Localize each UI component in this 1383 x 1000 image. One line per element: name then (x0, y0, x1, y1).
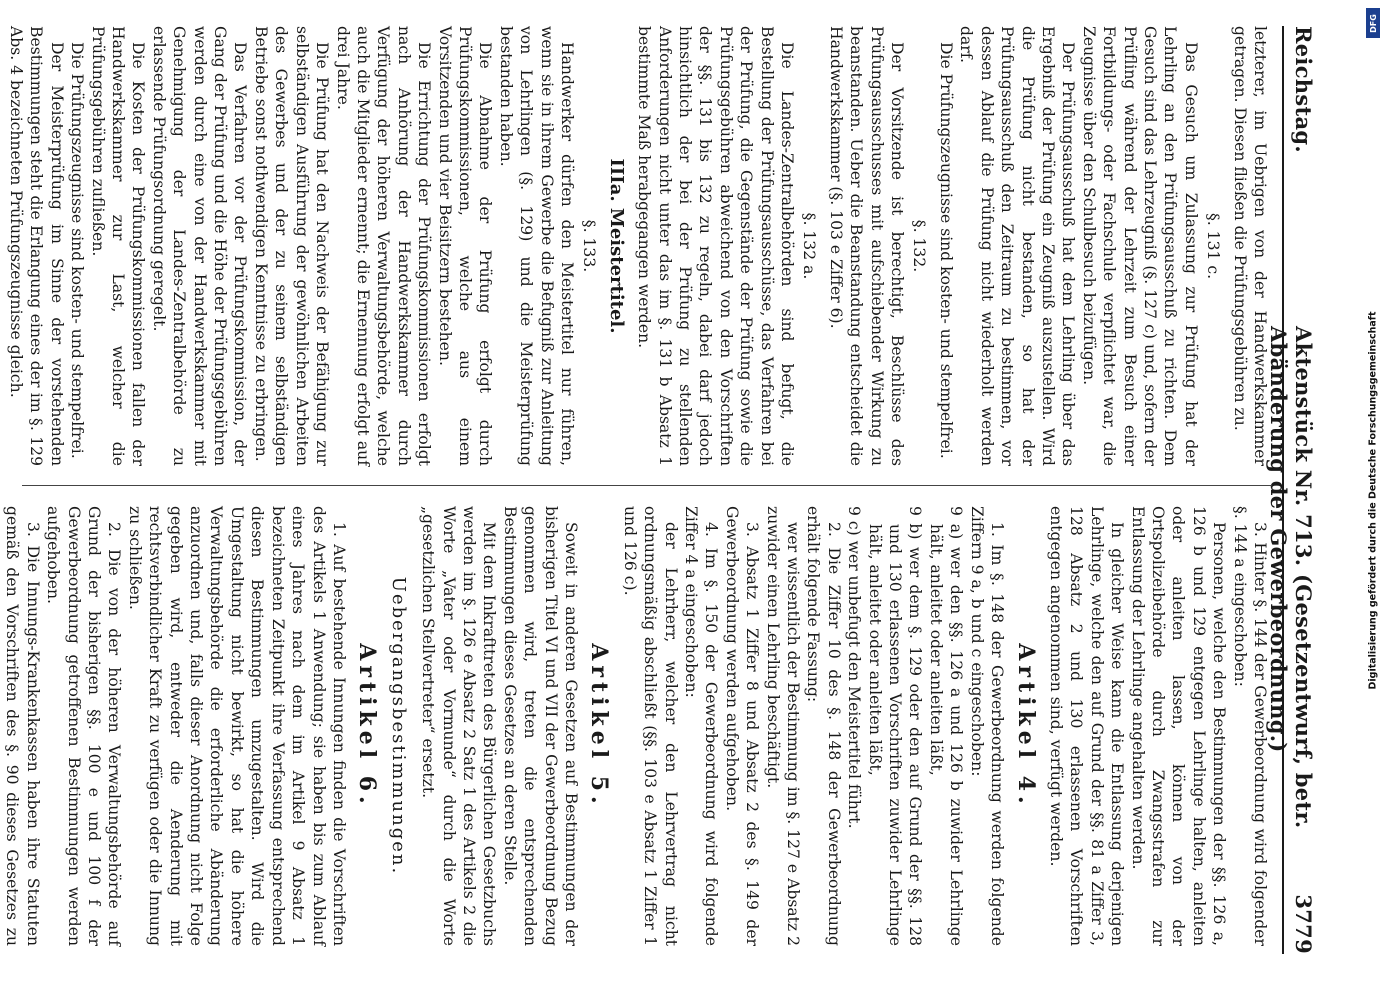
header-reichstag: Reichstag. (1291, 26, 1316, 153)
paragraph: In gleicher Weise kann die Entlassung derjenigen Lehrlinge, welche den auf Grund der §§. 81 a Ziffer 3, 128 Absatz 2 und 130 erlassenen Vorschriften entgegen angenommen sind, verfügt werden. (1046, 506, 1127, 946)
paragraph: Die Abnahme der Prüfung erfolgt durch Prüfungskommissionen, welche aus einem Vorsitzenden und vier Beisitzern bestehen. (435, 26, 495, 466)
section-number: §. 133. (580, 219, 599, 273)
list-item: 9 a) wer den §§. 126 a und 126 b zuwider Lehrlinge hält, anleitet oder anleiten läßt, (926, 506, 966, 946)
section-number: §. 132 a. (800, 212, 819, 280)
digitization-note (1366, 6, 1380, 994)
paragraph: der Lehrherr, welcher den Lehrvertrag nicht ordnungsmäßig abschließt (§§. 103 e Absatz 1 Ziffer 1 und 126 c). (620, 506, 680, 946)
paragraph: Mit dem Inkrafttreten des Bürgerlichen Gesetzbuchs werden im §. 126 e Absatz 2 Satz 1 des Artikels 2 die Worte „Vater oder Vormunde“ durch die Worte „gesetzlichen Stellvertreter“ ersetzt. (419, 506, 499, 946)
article-heading: Artikel 5. (586, 643, 613, 809)
paragraph: 1. Auf bestehende Innungen finden die Vorschriften des Artikels 1 Anwendung; sie haben bis zum Ablauf eines Jahres nach dem im Artikel 9 Absatz 1 bezeichneten Zeitpunkt ihre Verfassung entsprechend diesen Bestimmungen umzugestalten. Wird die Umgestaltung nicht bewirkt, so hat die höhere Verwaltungsbehörde die erforderliche Abänderung anzuordnen und, falls dieser Anordnung nicht Folge gegeben wird, entweder die Aenderung mit rechtsverbindlicher Kraft zu verfügen oder die Innung zu schließen. (125, 506, 348, 946)
paragraph: 2. Die von der höheren Verwaltungsbehörde auf Grund der bisherigen §§. 100 e und 100 f der Gewerbeordnung getroffenen Bestimmungen werden aufgehoben. (44, 506, 124, 946)
section-heading-meistertitel: IIIa. Meistertitel. (605, 158, 627, 334)
paragraph: Das Verfahren vor der Prüfungskommission, der Gang der Prüfung und die Höhe der Prüfungsgebühren werden durch eine von der Handwerkskammer mit Genehmigung der Landes-Zentralbehörde zu erlassende Prüfungsordnung geregelt. (149, 26, 250, 466)
left-column (7, 26, 1270, 466)
dfg-logo (1366, 8, 1380, 38)
paragraph: 3. Die Innungs-Krankenkassen haben ihre Statuten gemäß den Vorschriften des §. 90 dieses Gesetzes zu (3, 506, 42, 946)
paragraph: Die Prüfung hat den Nachweis der Befähigung zur selbständigen Ausführung der gewöhnlichen Arbeiten des Gewerbes und der zu seinem selbständigen Betriebe sonst nothwendigen Kenntnisse zu erbringen. (251, 26, 332, 466)
paragraph: Die Kosten der Prüfungskommissionen fallen der Handwerkskammer zur Last, welcher die Prüfungsgebühren zufließen. (88, 26, 148, 466)
paragraph: Der Vorsitzende ist berechtigt, Beschlüsse des Prüfungsausschusses mit aufschiebender Wirkung zu beanstanden. Ueber die Beanstandung entscheidet die Handwerkskammer (§. 103 e Ziffer 6). (826, 26, 907, 466)
dfg-logo-text: DFG (1368, 13, 1378, 33)
paragraph: 3. Absatz 1 Ziffer 8 und Absatz 2 des §. 149 der Gewerbeordnung werden aufgehoben. (722, 506, 762, 946)
header-title: Aktenstück Nr. 713. (Gesetzentwurf, betr. Abänderung der Gewerbeordnung.) (1266, 326, 1316, 829)
right-column (3, 506, 1270, 946)
article-heading: Artikel 6. (354, 643, 381, 809)
paragraph: wer wissentlich der Bestimmung im §. 127 e Absatz 2 zuwider einen Lehrling beschäftigt. (763, 506, 803, 946)
paragraph: 3. Hinter §. 144 der Gewerbeordnung wird folgender §. 144 a eingeschoben: (1230, 506, 1269, 946)
digitization-note-text: Digitalisierung gefördert durch die Deutsche Forschungsgemeinschaft (1367, 311, 1379, 689)
page-header (1266, 26, 1320, 954)
paragraph: Die Prüfungszeugnisse sind kosten- und stempelfrei. (68, 42, 87, 459)
section-number: §. 131 c. (1204, 212, 1223, 280)
section-heading-uebergang: Uebergangsbestimmungen. (387, 576, 409, 876)
section-number: §. 132. (910, 219, 929, 273)
paragraph: Der Meisterprüfung im Sinne der vorstehenden Bestimmungen steht die Erlangung eines der im §. 129 Abs. 4 bezeichneten Prüfungszeugnisse gleich. (7, 26, 66, 466)
paragraph: Der Prüfungsausschuß hat dem Lehrling über das Ergebniß der Prüfung ein Zeugniß auszustellen. Wird die Prüfung nicht bestanden, so hat der Prüfungsausschuß den Zeitraum zu bestimmen, vor dessen Ablauf die Prüfung nicht wiederholt werden darf. (957, 26, 1078, 466)
page-number: 3779 (1291, 894, 1316, 954)
paragraph: Personen, welche den Bestimmungen der §§. 126 a, 126 b und 129 entgegen Lehrlinge halten, anleiten oder anleiten lassen, können von der Ortspolizeibehörde durch Zwangsstrafen zur Entlassung der Lehrlinge angehalten werden. (1128, 506, 1229, 946)
paragraph: Das Gesuch um Zulassung zur Prüfung hat der Lehrling an den Prüfungsausschuß zu richten. Dem Gesuch sind das Lehrzeugniß (§. 127 c) und, sofern der Prüfling während der Lehrzeit zum Besuch einer Fortbildungs- oder Fachschule verpflichtet war, die Zeugnisse über den Schulbesuch beizufügen. (1079, 26, 1200, 466)
column-divider (22, 485, 1272, 486)
paragraph: 4. Im §. 150 der Gewerbeordnung wird folgende Ziffer 4 a eingeschoben: (682, 506, 721, 946)
paragraph: letzterer, im Uebrigen von der Handwerkskammer getragen. Diesen fließen die Prüfungsgebühren zu. (1230, 26, 1269, 466)
paragraph: Handwerker dürfen den Meistertitel nur führen, wenn sie in ihrem Gewerbe die Befugniß zur Anleitung von Lehrlingen (§. 129) und die Meisterprüfung bestanden haben. (496, 26, 576, 466)
paragraph: Die Landes-Zentralbehörden sind befugt, die Bestellung der Prüfungsausschüsse, das Verfahren bei der Prüfung, die Gegenstände der Prüfung sowie die Prüfungsgebühren abweichend von den Vorschriften der §§. 131 bis 132 zu regeln, dabei darf jedoch hinsichtlich der bei der Prüfung zu stellenden Anforderungen nicht unter das im §. 131 b Absatz 1 bestimmte Maß herabgegangen werden. (635, 26, 797, 466)
list-item: 9 b) wer dem §. 129 oder den auf Grund der §§. 128 und 130 erlassenen Vorschriften zuwider Lehrlinge hält, anleitet oder anleiten läßt, (865, 506, 925, 946)
paragraph: 1. Im §. 148 der Gewerbeordnung werden folgende Ziffern 9 a, b und c eingeschoben: (967, 506, 1007, 946)
paragraph: Die Errichtung der Prüfungskommissionen erfolgt nach Anhörung der Handwerkskammer durch Verfügung der höheren Verwaltungsbehörde, welche auch die Mitglieder ernennt; die Ernennung erfolgt auf drei Jahre. (333, 26, 434, 466)
paragraph: Soweit in anderen Gesetzen auf Bestimmungen der bisherigen Titel VI und VII der Gewerbeordnung Bezug genommen wird, treten die entsprechenden Bestimmungen dieses Gesetzes an deren Stelle. (500, 506, 580, 946)
paragraph: Die Prüfungszeugnisse sind kosten- und stempelfrei. (936, 42, 955, 459)
list-item: 9 c) wer unbefugt den Meistertitel führt. (845, 506, 864, 829)
article-heading: Artikel 4. (1012, 643, 1039, 809)
paragraph: 2. Die Ziffer 10 des §. 148 der Gewerbeordnung erhält folgende Fassung: (804, 506, 843, 946)
